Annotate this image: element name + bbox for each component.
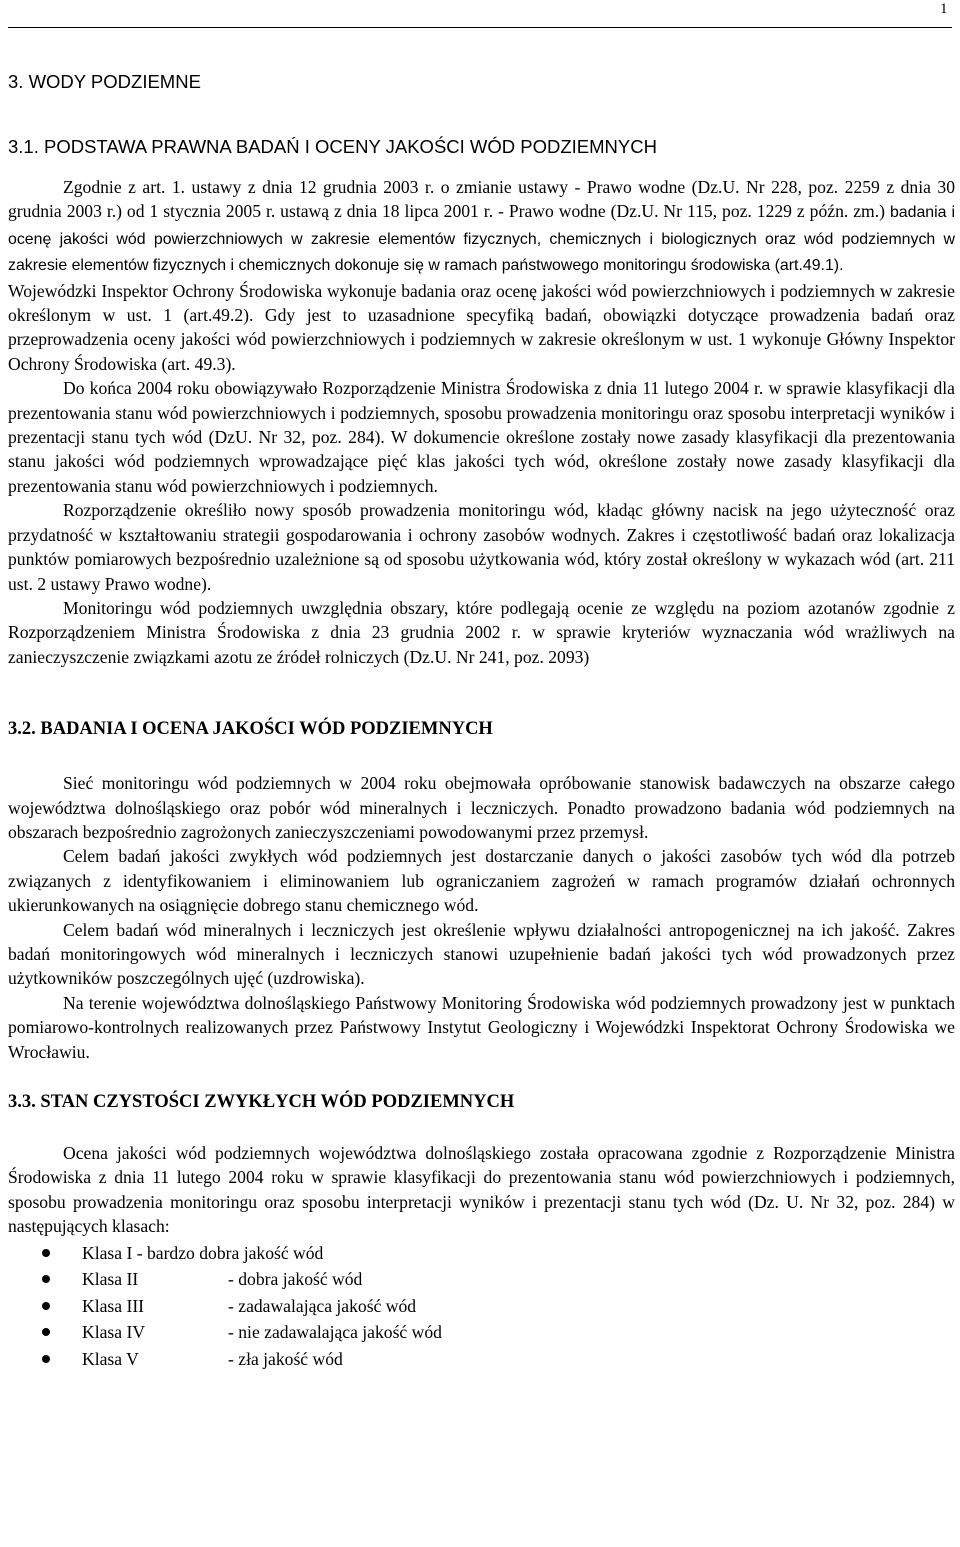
class-description: - nie zadawalająca jakość wód <box>228 1322 442 1343</box>
class-description: - zła jakość wód <box>228 1348 343 1369</box>
section-3-3-heading: 3.3. STAN CZYSTOŚCI ZWYKŁYCH WÓD PODZIEMNYCH <box>8 1092 515 1112</box>
list-item <box>8 1293 955 1320</box>
page-number: 1 <box>940 1 948 17</box>
section-3-2-paragraph-3: Celem badań wód mineralnych i leczniczych jest określenie wpływu działalności antropogenicznej na ich jakość. Zakres badań monitoringowych wód mineralnych i leczniczych stanowi uzupełnienie badań jakości tych wód prowadzonych przez użytkowników poszczególnych ujęć (uzdrowiska). <box>8 919 955 989</box>
section-3-2-paragraph-2: Celem badań jakości zwykłych wód podziemnych jest dostarczanie danych o jakości zasobów tych wód dla potrzeb związanych z identyfikowaniem i eliminowaniem lub ograniczaniem zagrożeń w ramach programów działań ochronnych ukierunkowanych na osiągnięcie dobrego stanu chemicznego wód. <box>8 846 955 916</box>
class-1-text: Klasa I - bardzo dobra jakość wód <box>82 1242 324 1263</box>
bullet-icon <box>42 1249 50 1257</box>
class-name: Klasa IV <box>82 1322 146 1343</box>
section-3-3-paragraph-1: Ocena jakości wód podziemnych województwa dolnośląskiego została opracowana zgodnie z Rozporządzenie Ministra Środowiska z dnia 11 lutego 2004 roku w sprawie klasyfikacji do prezentowania stanu wód powierzchniowych i podziemnych, sposobu prowadzenia monitoringu oraz sposobu interpretacji wyników i prezentacji stanu tych wód (Dz. U. Nr 32, poz. 284) w następujących klasach: <box>8 1143 955 1237</box>
list-item <box>8 1240 955 1267</box>
bullet-icon <box>42 1328 50 1336</box>
section-3-1-paragraph-2: Wojewódzki Inspektor Ochrony Środowiska wykonuje badania oraz ocenę jakości wód powierzchniowych i podziemnych w zakresie określonym w ust. 1 (art.49.2). Gdy jest to uzasadnione specyfiką badań, obowiązki dotyczące prowadzenia badań oraz przeprowadzenia oceny jakości wód powierzchniowych i podziemnych w zakresie określonym w ust. 1 wykonuje Główny Inspektor Ochrony Środowiska (art. 49.3). <box>8 280 955 374</box>
bullet-icon <box>42 1302 50 1310</box>
section-3-1-heading: 3.1. PODSTAWA PRAWNA BADAŃ I OCENY JAKOŚCI WÓD PODZIEMNYCH <box>8 136 657 157</box>
paragraph-1-sans-text: badania i ocenę jakości wód powierzchniowych w zakresie elementów fizycznych, chemicznych i biologicznych oraz wód podziemnych w zakresie elementów fizycznych i chemicznych dokonuje się w ramach państwowego monitoringu środowiska (art.49.1). <box>8 204 956 275</box>
section-3-2-paragraph-4: Na terenie województwa dolnośląskiego Państwowy Monitoring Środowiska wód podziemnych prowadzony jest w punktach pomiarowo-kontrolnych realizowanych przez Państwowy Instytut Geologiczny i Wojewódzki Inspektorat Ochrony Środowiska we Wrocławiu. <box>8 992 955 1062</box>
list-item <box>8 1319 955 1346</box>
section-3-1-paragraph-3: Do końca 2004 roku obowiązywało Rozporządzenie Ministra Środowiska z dnia 11 lutego 2004 r. w sprawie klasyfikacji dla prezentowania stanu wód powierzchniowych i podziemnych, sposobu prowadzenia monitoringu oraz sposobu interpretacji wyników i prezentacji stanu tych wód (DzU. Nr 32, poz. 284). W dokumencie określone zostały nowe zasady klasyfikacji dla prezentowania stanu jakości wód podziemnych wprowadzające pięć klas jakości tych wód, określone zostały nowe zasady klasyfikacji dla prezentowania stanu wód powierzchniowych i podziemnych. <box>8 378 955 496</box>
section-3-1-paragraph-4: Rozporządzenie określiło nowy sposób prowadzenia monitoringu wód, kładąc główny nacisk na jego użyteczność oraz przydatność w kształtowaniu strategii gospodarowania i ochrony zasobów wodnych. Zakres i częstotliwość badań oraz lokalizacja punktów pomiarowych bezpośrednio uzależnione są od sposobu użytkowania wód, który został określony w wykazach wód (art. 211 ust. 2 ustawy Prawo wodne). <box>8 500 955 594</box>
section-3-1-paragraph-5: Monitoringu wód podziemnych uwzględnia obszary, które podlegają ocenie ze względu na poziom azotanów zgodnie z Rozporządzeniem Ministra Środowiska z dnia 23 grudnia 2002 r. w sprawie kryteriów wyznaczania wód wrażliwych na zanieczyszczenie związkami azotu ze źródeł rolniczych (Dz.U. Nr 241, poz. 2093) <box>8 597 955 667</box>
bullet-icon <box>42 1355 50 1363</box>
class-description: - zadawalająca jakość wód <box>228 1295 417 1316</box>
bullet-icon <box>42 1275 50 1283</box>
class-description: - dobra jakość wód <box>228 1269 363 1290</box>
document-body <box>8 60 955 1372</box>
section-3-2-heading: 3.2. BADANIA I OCENA JAKOŚCI WÓD PODZIEMNYCH <box>8 719 493 740</box>
class-name: Klasa II <box>82 1269 139 1290</box>
list-item <box>8 1266 955 1293</box>
header-rule <box>8 27 952 28</box>
section-3-1-paragraph-1 <box>8 175 955 279</box>
class-name: Klasa III <box>82 1295 145 1316</box>
paragraph-1-serif-text: Zgodnie z art. 1. ustawy z dnia 12 grudnia 2003 r. o zmianie ustawy - Prawo wodne (Dz.U. Nr 228, poz. 2259 z dnia 30 grudnia 2003 r.) od 1 stycznia 2005 r. ustawą z dnia 18 lipca 2001 r. - Prawo wodne (Dz.U. Nr 115, poz. 1229 z późn. zm.) <box>8 177 955 222</box>
section-3-2-paragraph-1: Sieć monitoringu wód podziemnych w 2004 roku obejmowała opróbowanie stanowisk badawczych na obszarze całego województwa dolnośląskiego oraz pobór wód mineralnych i leczniczych. Ponadto prowadzono badania wód podziemnych na obszarach bezpośrednio zagrożonych zanieczyszczeniami powodowanymi przez przemysł. <box>8 773 955 842</box>
quality-classes-list <box>8 1240 955 1373</box>
class-name: Klasa V <box>82 1348 139 1369</box>
list-item <box>8 1346 955 1373</box>
chapter-heading: 3. WODY PODZIEMNE <box>8 71 201 92</box>
